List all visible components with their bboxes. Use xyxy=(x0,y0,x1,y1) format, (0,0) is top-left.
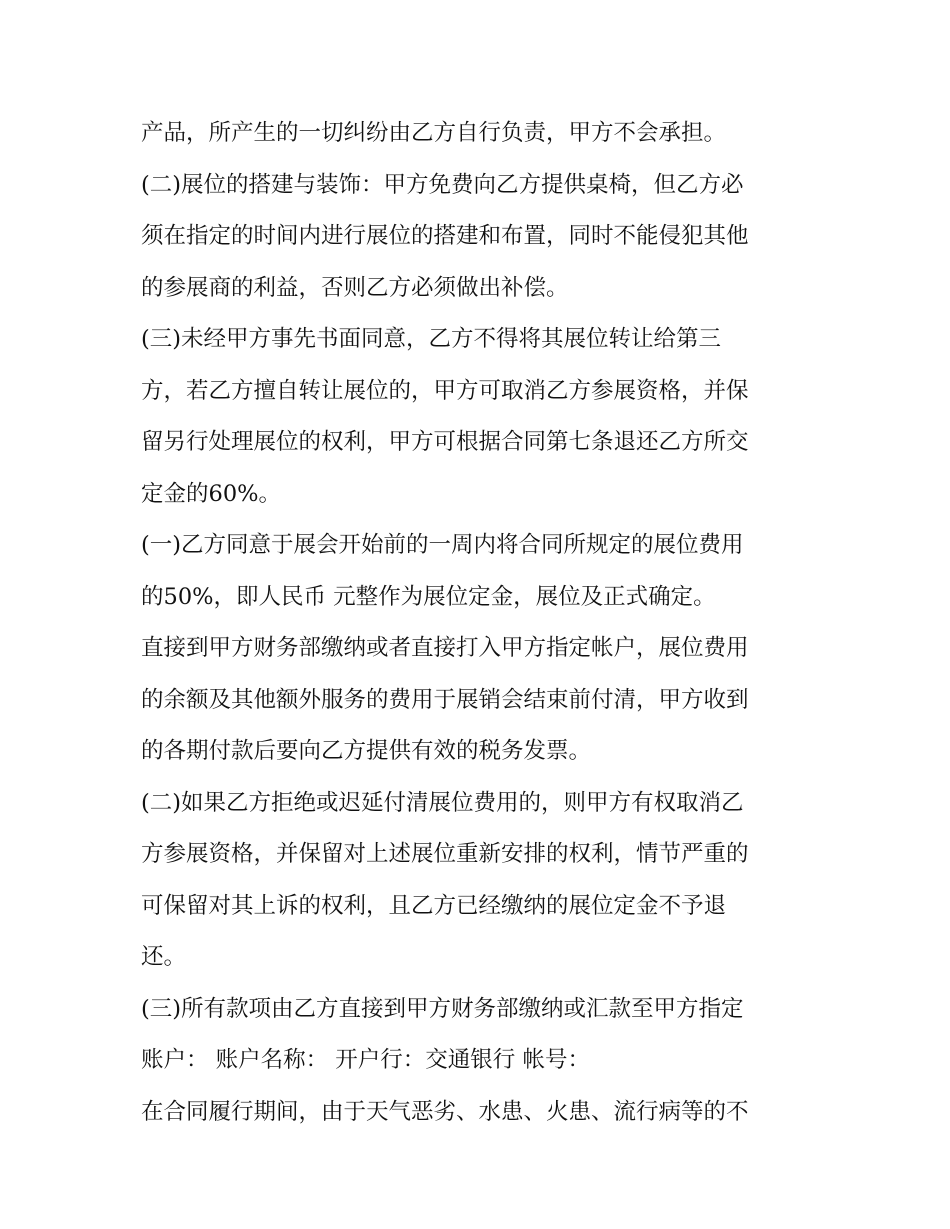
text-line: (三)所有款项由乙方直接到甲方财务部缴纳或汇款至甲方指定 xyxy=(141,995,744,1022)
text-line: 方参展资格，并保留对上述展位重新安排的权利，情节严重的 xyxy=(141,841,749,867)
text-line: 的余额及其他额外服务的费用于展销会结束前付清，甲方收到 xyxy=(141,686,749,713)
text-line: (二)如果乙方拒绝或迟延付清展位费用的，则甲方有权取消乙 xyxy=(141,789,744,816)
text-line: 留另行处理展位的权利，甲方可根据合同第七条退还乙方所交 xyxy=(141,429,749,455)
text-line: 定金的60%。 xyxy=(141,480,282,507)
text-line: 在合同履行期间，由于天气恶劣、水患、火患、流行病等的不 xyxy=(141,1098,749,1125)
text-line: 产品，所产生的一切纠纷由乙方自行负责，甲方不会承担。 xyxy=(141,120,727,146)
document-body xyxy=(141,108,831,1138)
text-line: 可保留对其上诉的权利，且乙方已经缴纳的展位定金不予退 xyxy=(141,892,727,919)
text-line: (二)展位的搭建与装饰：甲方免费向乙方提供桌椅，但乙方必 xyxy=(141,171,744,198)
text-line: 的50%，即人民币 元整作为展位定金，展位及正式确定。 xyxy=(141,583,716,610)
text-line: 直接到甲方财务部缴纳或者直接打入甲方指定帐户，展位费用 xyxy=(141,635,749,661)
text-line: 还。 xyxy=(141,944,187,970)
text-line: (三)未经甲方事先书面同意，乙方不得将其展位转让给第三 xyxy=(141,326,722,352)
text-line: 的各期付款后要向乙方提供有效的税务发票。 xyxy=(141,738,592,764)
text-line: 账户： 账户名称： 开户行：交通银行 帐号： xyxy=(141,1047,590,1073)
text-line: 的参展商的利益，否则乙方必须做出补偿。 xyxy=(141,274,569,301)
text-line: 须在指定的时间内进行展位的搭建和布置，同时不能侵犯其他 xyxy=(141,223,749,249)
text-line: (一)乙方同意于展会开始前的一周内将合同所规定的展位费用 xyxy=(141,532,744,558)
text-line: 方，若乙方擅自转让展位的，甲方可取消乙方参展资格，并保 xyxy=(141,377,749,404)
